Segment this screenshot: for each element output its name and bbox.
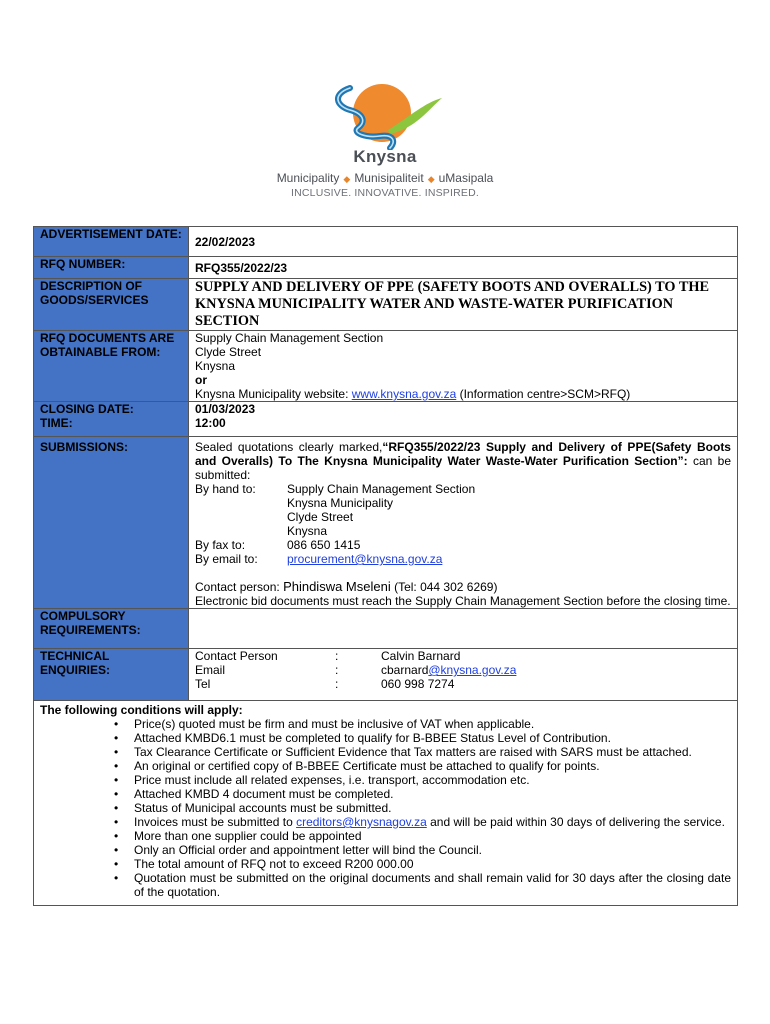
compulsory-label: COMPULSORY REQUIREMENTS: [34, 609, 189, 649]
org-tagline: INCLUSIVE. INNOVATIVE. INSPIRED. [290, 187, 480, 199]
rfq-table [33, 226, 738, 906]
creditors-email-link[interactable]: creditors@knysnagov.za [296, 815, 427, 829]
advert-date-label: ADVERTISEMENT DATE: [34, 227, 189, 257]
list-item: • Attached KMBD 4 document must be completed. [134, 787, 731, 801]
list-item: • Status of Municipal accounts must be submitted. [134, 801, 731, 815]
row-documents [34, 331, 738, 402]
list-item: • More than one supplier could be appointed [134, 829, 731, 843]
closing-value: 01/03/2023 12:00 [189, 402, 738, 437]
electronic-note: Electronic bid documents must reach the Supply Chain Management Section before the closing time. [195, 594, 731, 608]
description-label: DESCRIPTION OF GOODS/SERVICES [34, 279, 189, 331]
row-closing [34, 402, 738, 437]
row-submissions [34, 437, 738, 609]
submissions-label: SUBMISSIONS: [34, 437, 189, 609]
row-conditions [34, 701, 738, 906]
documents-label: RFQ DOCUMENTS ARE OBTAINABLE FROM: [34, 331, 189, 402]
rfq-number-value: RFQ355/2022/23 [189, 257, 738, 279]
conditions-cell [34, 701, 738, 906]
header-logo-block [0, 0, 770, 210]
row-advert-date [34, 227, 738, 257]
list-item: • Price(s) quoted must be firm and must be inclusive of VAT when applicable. [134, 717, 731, 731]
list-item: • Quotation must be submitted on the original documents and shall remain valid for 30 days after the closing date of the quotation. [134, 871, 731, 899]
compulsory-value [189, 609, 738, 649]
row-rfq-number [34, 257, 738, 279]
advert-date-value: 22/02/2023 [189, 227, 738, 257]
tech-email-link[interactable]: @knysna.gov.za [428, 663, 517, 677]
row-technical [34, 649, 738, 701]
list-item: • Invoices must be submitted to creditors@knysnagov.za and will be paid within 30 days of delivering the service. [134, 815, 731, 829]
conditions-list [40, 717, 731, 899]
row-compulsory [34, 609, 738, 649]
list-item: • Tax Clearance Certificate or Sufficient Evidence that Tax matters are raised with SARS must be attached. [134, 745, 731, 759]
org-name: Knysna [353, 147, 417, 166]
list-item: • Price must include all related expenses, i.e. transport, accommodation etc. [134, 773, 731, 787]
documents-value: Supply Chain Management Section Clyde Street Knysna or Knysna Municipality website: www.knysna.gov.za (Information centre>SCM>RFQ) [189, 331, 738, 402]
submissions-value: Sealed quotations clearly marked,“RFQ355/2022/23 Supply and Delivery of PPE(Safety Boots and Overalls) To The Knysna Municipality Water Waste-Water Purification Section”: can be submitted: By hand to: Supply Chain Management Section Knysna Municipality Clyde Street Knysna By fax to: 086 650 1415 By email to: procurement@knysna.gov.za Contact person: Phindiswa Mseleni (Tel: 044 302 6269) Electronic bid documents must reach the Supply Chain Management Section before the closing time. [189, 437, 738, 609]
conditions-heading: The following conditions will apply: [40, 703, 243, 717]
technical-label: TECHNICAL ENQUIRIES: [34, 649, 189, 701]
description-value: SUPPLY AND DELIVERY OF PPE (SAFETY BOOTS AND OVERALLS) TO THE KNYSNA MUNICIPALITY WATER AND WASTE-WATER PURIFICATION SECTION [189, 279, 738, 331]
list-item: • The total amount of RFQ not to exceed R200 000.00 [134, 857, 731, 871]
rfq-number-label: RFQ NUMBER: [34, 257, 189, 279]
contact-person: Contact person: Phindiswa Mseleni (Tel: 044 302 6269) [195, 579, 498, 594]
procurement-email-link[interactable]: procurement@knysna.gov.za [287, 552, 443, 566]
list-item: • Attached KMBD6.1 must be completed to qualify for B-BBEE Status Level of Contribution. [134, 731, 731, 745]
website-link[interactable]: www.knysna.gov.za [351, 387, 457, 401]
list-item: • Only an Official order and appointment letter will bind the Council. [134, 843, 731, 857]
closing-label: CLOSING DATE: TIME: [34, 402, 189, 437]
org-languages: Municipality ◆ Munisipaliteit ◆ uMasipala [276, 171, 494, 185]
technical-value: Contact Person : Calvin Barnard Email : cbarnard@knysna.gov.za Tel : 060 998 7274 [189, 649, 738, 701]
list-item: • An original or certified copy of B-BBEE Certificate must be attached to qualify for points. [134, 759, 731, 773]
knysna-logo-icon [330, 80, 445, 150]
row-description [34, 279, 738, 331]
